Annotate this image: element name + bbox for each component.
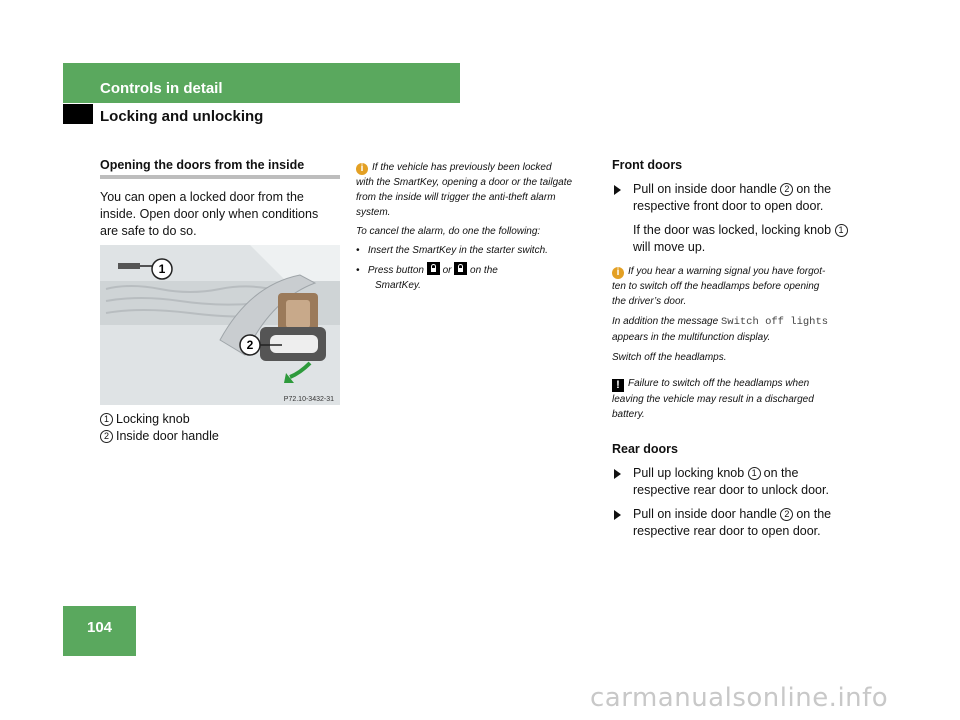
intro-line: are safe to do so. [100,224,197,238]
header-marker [63,104,93,124]
unlock-button-icon [427,262,440,275]
step-arrow-icon [614,185,621,195]
info-icon: i [356,163,368,175]
watermark: carmanualsonline.info [590,683,889,713]
alarm-note: i If the vehicle has previously been locked with the SmartKey, opening a door or the tailgate from the inside will trigger the anti-theft alarm system. To cancel the alarm, do one the following: • Insert the SmartKey in the starter switch. • Press button or on the SmartKey. [356,160,601,293]
info-icon: i [612,267,624,279]
rear-step: Pull up locking knob 1 on the respective rear door to unlock door. [612,465,852,499]
step-arrow-icon [614,510,621,520]
front-doors-heading: Front doors [612,158,683,172]
front-result: If the door was locked, locking knob 1 will move up. [633,222,853,256]
warning-icon: ! [612,379,624,392]
legend-item: 2 Inside door handle [100,428,219,445]
legend-item: 1 Locking knob [100,411,190,428]
callout-1-label: 1 [158,262,166,276]
door-illustration [100,245,340,405]
rear-step: Pull on inside door handle 2 on the respective rear door to open door. [612,506,852,540]
subsection-title: Locking and unlocking [100,108,264,125]
callout-2-label: 2 [246,338,254,352]
seat-switch [286,300,310,328]
warning-note: ! Failure to switch off the headlamps when leaving the vehicle may result in a discharged battery. [612,378,814,420]
intro-line: inside. Open door only when conditions [100,207,319,221]
front-step: Pull on inside door handle 2 on the respective front door to open door. [612,181,852,215]
bullet-item: • Press button or on the [356,262,601,278]
door-handle-chrome [270,335,318,353]
lock-button-icon [454,262,467,275]
heading-rule [100,175,340,179]
image-code: P72.10-3432-31 [283,396,334,403]
col1-heading: Opening the doors from the inside [100,158,305,172]
bullet-item: • Insert the SmartKey in the starter switch. [356,245,548,256]
step-arrow-icon [614,469,621,479]
headlamp-note: i If you hear a warning signal you have forgot- ten to switch off the headlamps before opening the driver’s door. In addition the message Switch off lights appears in the multifunction display. Switch off the headlamps. [612,266,829,363]
intro-line: You can open a locked door from the [100,190,304,204]
page-number: 104 [86,619,113,636]
rear-doors-heading: Rear doors [612,442,678,456]
locking-knob-shape [118,263,140,269]
section-title: Controls in detail [100,80,223,97]
